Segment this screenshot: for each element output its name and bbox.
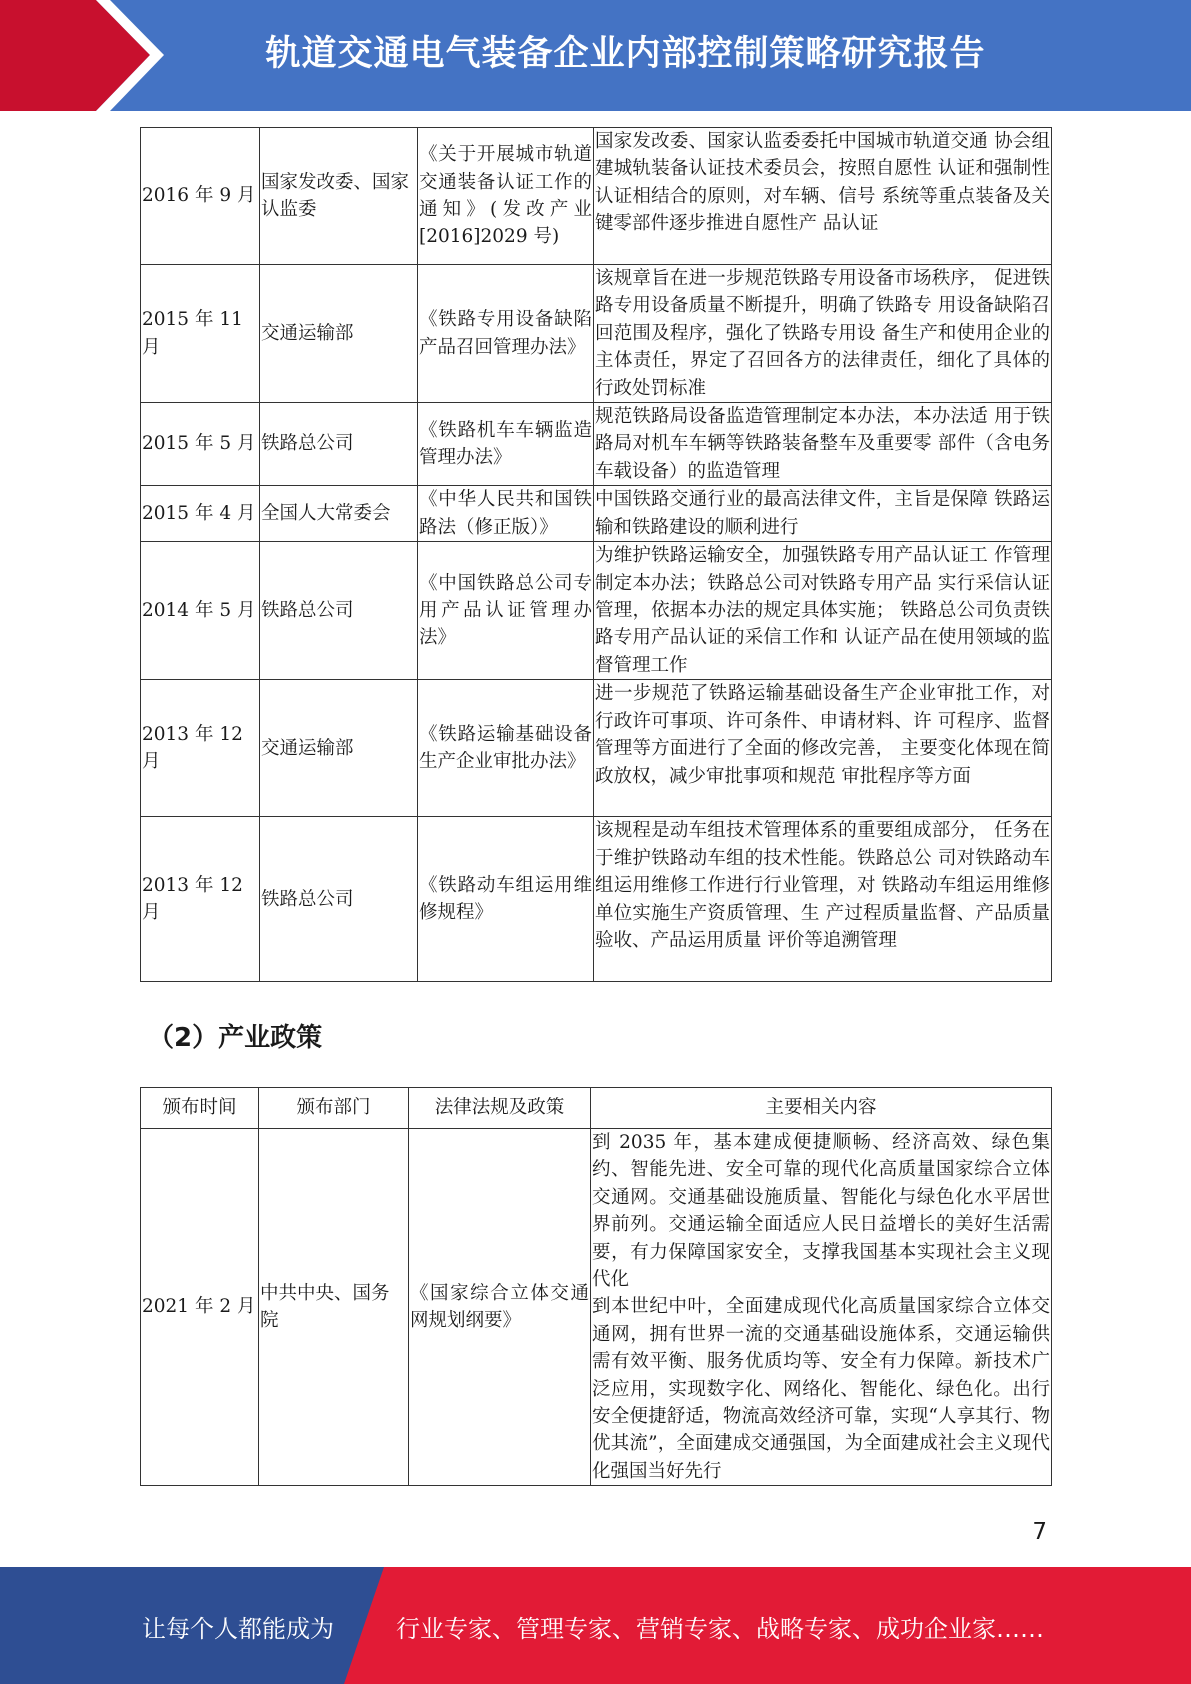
column-header-department: 颁布部门	[259, 1088, 409, 1129]
footer-banner	[0, 1567, 1191, 1684]
table-row	[141, 265, 1052, 403]
main-content: 中国铁路交通行业的最高法律文件，主旨是保障 铁路运输和铁路建设的顺利进行	[594, 486, 1052, 542]
footer-slogan-right: 行业专家、管理专家、营销专家、战略专家、成功企业家……	[396, 1615, 1044, 1643]
issue-date: 2015 年 5 月	[141, 403, 260, 486]
regulation-name: 《中国铁路总公司专用产品认证管理办法》	[418, 542, 594, 680]
issue-date: 2013 年 12 月	[141, 680, 260, 817]
industry-policy-table	[140, 1087, 1052, 1486]
table-header-row	[141, 1088, 1052, 1129]
table-row	[141, 1129, 1052, 1486]
column-header-content: 主要相关内容	[591, 1088, 1052, 1129]
issue-date: 2016 年 9 月	[141, 128, 260, 265]
regulation-name: 《铁路动车组运用维修规程》	[418, 817, 594, 982]
regulation-name: 《铁路专用设备缺陷产品召回管理办法》	[418, 265, 594, 403]
main-content	[591, 1129, 1052, 1486]
issuing-department: 交通运输部	[260, 265, 418, 403]
issuing-department: 铁路总公司	[260, 542, 418, 680]
issuing-department: 全国人大常委会	[260, 486, 418, 542]
content-paragraph: 到 2035 年，基本建成便捷顺畅、经济高效、绿色集约、智能先进、安全可靠的现代化高质量国家综合立体交通网。交通基础设施质量、智能化与绿色化水平居世界前列。交通运输全面适应人民日益增长的美好生活需要，有力保障国家安全，支撑我国基本实现社会主义现代化	[592, 1132, 1050, 1291]
main-content: 进一步规范了铁路运输基础设备生产企业审批工作，对行政许可事项、许可条件、申请材料、许 可程序、监督管理等方面进行了全面的修改完善， 主要变化体现在简政放权，减少审批事项和规范 审批程序等方面	[594, 680, 1052, 817]
table-row	[141, 128, 1052, 265]
table-row	[141, 680, 1052, 817]
table-row	[141, 486, 1052, 542]
issuing-department: 国家发改委、国家认监委	[260, 128, 418, 265]
column-header-regulation: 法律法规及政策	[409, 1088, 591, 1129]
main-content: 该规程是动车组技术管理体系的重要组成部分， 任务在于维护铁路动车组的技术性能。铁路总公 司对铁路动车组运用维修工作进行行业管理，对 铁路动车组运用维修单位实施生产资质管理、生 产过程质量监督、产品质量验收、产品运用质量 评价等追溯管理	[594, 817, 1052, 982]
main-content: 规范铁路局设备监造管理制定本办法，本办法适 用于铁路局对机车车辆等铁路装备整车及重要零 部件（含电务车载设备）的监造管理	[594, 403, 1052, 486]
issue-date: 2015 年 4 月	[141, 486, 260, 542]
issue-date: 2015 年 11 月	[141, 265, 260, 403]
table-row	[141, 403, 1052, 486]
section-heading: （2）产业政策	[148, 1023, 323, 1053]
main-content: 该规章旨在进一步规范铁路专用设备市场秩序， 促进铁路专用设备质量不断提升，明确了铁路专 用设备缺陷召回范围及程序，强化了铁路专用设 备生产和使用企业的主体责任，界定了召回各方的法律责任，细化了具体的行政处罚标准	[594, 265, 1052, 403]
table-row	[141, 817, 1052, 982]
regulation-name: 《铁路运输基础设备生产企业审批办法》	[418, 680, 594, 817]
page-number: 7	[1032, 1519, 1047, 1545]
issue-date: 2021 年 2 月	[141, 1129, 259, 1486]
regulation-name: 《中华人民共和国铁路法（修正版）》	[418, 486, 594, 542]
footer-slogan-left: 让每个人都能成为	[142, 1615, 334, 1643]
issue-date: 2014 年 5 月	[141, 542, 260, 680]
regulation-name: 《关于开展城市轨道交通装备认证工作的通知》(发改产业[2016]2029 号)	[418, 128, 594, 265]
issuing-department: 中共中央、国务院	[259, 1129, 409, 1486]
header-banner	[0, 0, 1191, 111]
issuing-department: 铁路总公司	[260, 403, 418, 486]
table-row	[141, 542, 1052, 680]
issuing-department: 铁路总公司	[260, 817, 418, 982]
regulation-name: 《铁路机车车辆监造管理办法》	[418, 403, 594, 486]
main-content: 国家发改委、国家认监委委托中国城市轨道交通 协会组建城轨装备认证技术委员会，按照自愿性 认证和强制性认证相结合的原则，对车辆、信号 系统等重点装备及关键零部件逐步推进自愿性产 品认证	[594, 128, 1052, 265]
report-title: 轨道交通电气装备企业内部控制策略研究报告	[265, 34, 986, 74]
content-paragraph: 到本世纪中叶，全面建成现代化高质量国家综合立体交通网，拥有世界一流的交通基础设施体系，交通运输供需有效平衡、服务优质均等、安全有力保障。新技术广泛应用，实现数字化、网络化、智能化、绿色化。出行安全便捷舒适，物流高效经济可靠，实现“人享其行、物优其流”，全面建成交通强国，为全面建成社会主义现代化强国当好先行	[592, 1296, 1050, 1482]
issue-date: 2013 年 12 月	[141, 817, 260, 982]
regulation-name: 《国家综合立体交通网规划纲要》	[409, 1129, 591, 1486]
main-content: 为维护铁路运输安全，加强铁路专用产品认证工 作管理制定本办法；铁路总公司对铁路专用产品 实行采信认证管理，依据本办法的规定具体实施； 铁路总公司负责铁路专用产品认证的采信工作和 认证产品在使用领域的监督管理工作	[594, 542, 1052, 680]
column-header-date: 颁布时间	[141, 1088, 259, 1129]
regulations-table	[140, 127, 1052, 982]
issuing-department: 交通运输部	[260, 680, 418, 817]
